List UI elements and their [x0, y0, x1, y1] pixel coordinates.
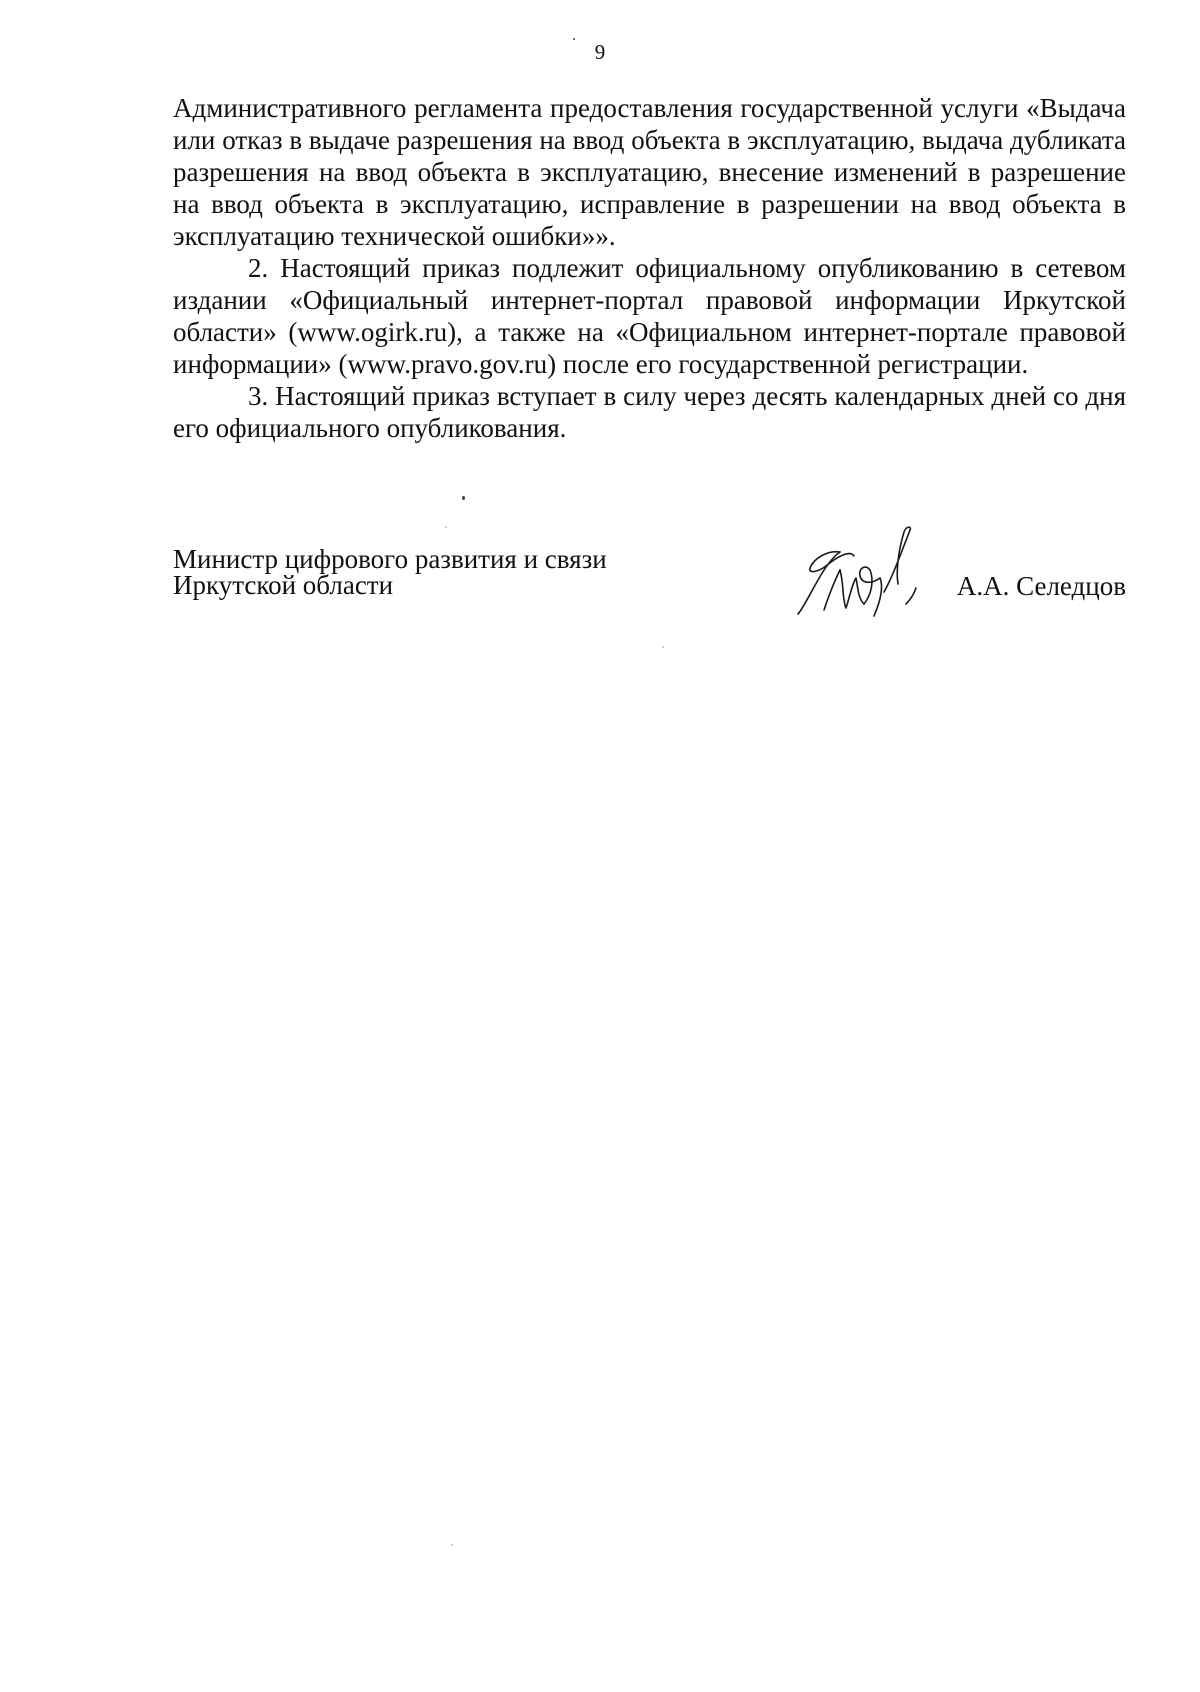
scan-speck	[462, 496, 465, 500]
signer-position-line-2: Иркутской области	[173, 570, 394, 600]
document-body	[173, 92, 1126, 444]
paragraph-2-publication: 2. Настоящий приказ подлежит официальному опубликованию в сетевом издании «Официальный интернет-портал правовой информации Иркутской области» (www.ogirk.ru), а также на «Официальном интернет-портале правовой информации» (www.pravo.gov.ru) после его государственной регистрации.	[173, 253, 1126, 379]
handwritten-signature-icon	[788, 522, 938, 622]
scan-speck	[573, 38, 575, 40]
signer-position	[173, 546, 607, 598]
paragraph-3-effective-date: 3. Настоящий приказ вступает в силу через десять календарных дней со дня его официального опубликования.	[173, 381, 1126, 443]
paragraph-1-continuation: Административного регламента предоставления государственной услуги «Выдача или отказ в выдаче разрешения на ввод объекта в эксплуатацию, выдача дубликата разрешения на ввод объекта в эксплуатацию, внесение изменений в разрешение на ввод объекта в эксплуатацию, исправление в разрешении на ввод объекта в эксплуатацию технической ошибки»».	[173, 93, 1126, 251]
scan-speck	[445, 526, 447, 528]
signer-name: А.А. Селедцов	[956, 571, 1126, 601]
signer-position-line-1: Министр цифрового развития и связи	[173, 544, 607, 574]
scan-speck	[662, 646, 664, 648]
page-number: 9	[594, 40, 606, 64]
scan-speck	[451, 1544, 453, 1546]
signature-block	[173, 546, 1126, 636]
